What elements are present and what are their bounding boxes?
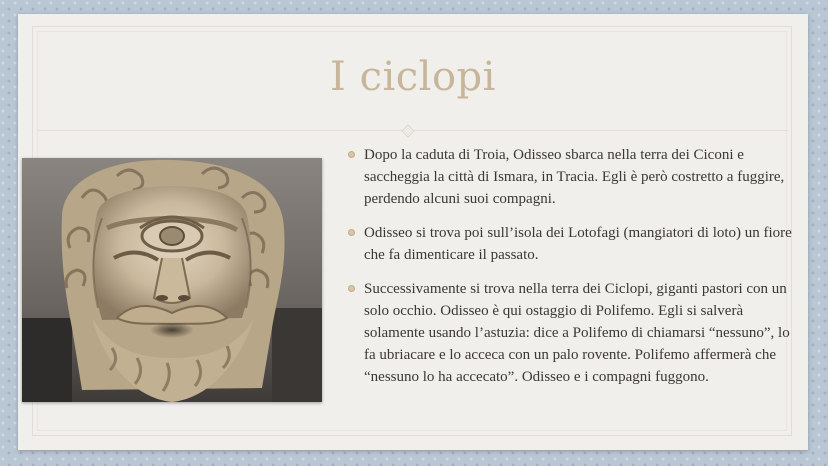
bullet-text: Dopo la caduta di Troia, Odisseo sbarca nella terra dei Ciconi e saccheggia la città di Ismara, in Tracia. Egli è però costretto a fuggire, perdendo alcuni suoi compagni. — [364, 147, 785, 207]
divider-ornament-icon — [401, 124, 415, 138]
bullet-dot-icon — [348, 285, 355, 292]
slide — [18, 14, 808, 450]
cyclops-photo — [22, 158, 322, 402]
bullet-item — [348, 222, 798, 266]
bullet-text: Odisseo si trova poi sull’isola dei Lotofagi (mangiatori di loto) un fiore che fa dimenticare il passato. — [364, 225, 792, 263]
slide-title: I ciclopi — [330, 54, 496, 100]
bullet-item — [348, 278, 798, 388]
bullet-text: Successivamente si trova nella terra dei Ciclopi, giganti pastori con un solo occhio. Odisseo è qui ostaggio di Polifemo. Egli si salverà solamente usando l’astuzia: dice a Polifemo di chiamarsi “nessuno”, lo fa ubriacare e lo acceca con un palo rovente. Polifemo affermerà che “nessuno lo ha accecato”. Odisseo e i compagni fuggono. — [364, 281, 790, 385]
bullet-list — [348, 144, 798, 400]
bullet-dot-icon — [348, 229, 355, 236]
bullet-item — [348, 144, 798, 210]
bullet-dot-icon — [348, 151, 355, 158]
cyclops-head-illustration — [22, 158, 322, 402]
